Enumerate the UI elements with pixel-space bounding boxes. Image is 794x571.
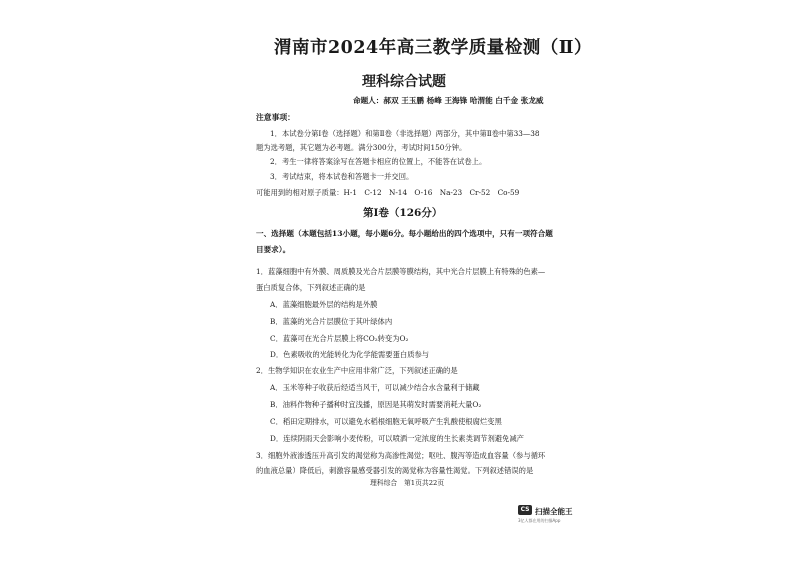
question-option: C．蓝藻可在光合片层膜上将CO₂转变为O₂ xyxy=(270,334,409,343)
scanner-tagline: 3亿人都在用的扫描App xyxy=(518,518,561,523)
notice-item: 1．本试卷分第Ⅰ卷（选择题）和第Ⅱ卷（非选择题）两部分，其中第Ⅱ卷中第33—38 xyxy=(270,129,540,138)
question-option: D．连续阴雨天会影响小麦传粉，可以喷洒一定浓度的生长素类调节剂避免减产 xyxy=(270,434,524,443)
question-stem: 2．生物学知识在农业生产中应用非常广泛，下列叙述正确的是 xyxy=(256,366,458,375)
question-stem: 蛋白质复合体，下列叙述正确的是 xyxy=(256,283,366,292)
question-option: A．玉米等种子收获后经适当风干，可以减少结合水含量利于储藏 xyxy=(270,383,480,392)
question-stem: 的血液总量）降低后，刺激容量感受器引发的渴觉称为容量性渴觉。下列叙述错误的是 xyxy=(256,466,534,475)
page-title: 渭南市2024年高三教学质量检测（Ⅱ） xyxy=(274,38,592,58)
page-subtitle: 理科综合试题 xyxy=(362,74,446,90)
atomic-mass-line: 可能用到的相对原子质量：H-1 C-12 N-14 O-16 Na-23 Cr-52 Co-59 xyxy=(256,188,520,197)
notice-heading: 注意事项： xyxy=(256,113,295,122)
question-option: D．色素吸收的光能转化为化学能需要蛋白质参与 xyxy=(270,350,430,359)
page-footer: 理科综合 第1页共22页 xyxy=(370,479,445,487)
authors-line: 命题人：郝双 王玉鹏 杨峰 王海锋 哈渭能 白千金 张龙威 xyxy=(353,96,544,105)
question-option: B．蓝藻的光合片层膜位于其叶绿体内 xyxy=(270,317,393,326)
scanner-app-name: 扫描全能王 xyxy=(535,507,573,516)
part-heading: 第Ⅰ卷（126分） xyxy=(363,207,443,219)
camscanner-logo-icon: CS xyxy=(518,505,532,515)
question-stem: 3．细胞外液渗透压升高引发的渴觉称为高渗性渴觉；呕吐、腹泻等造成血容量（参与循环 xyxy=(256,451,546,460)
question-stem: 1．蓝藻细胞中有外膜、周质膜及光合片层膜等膜结构，其中光合片层膜上有特殊的色素— xyxy=(256,267,546,276)
section-instruction: 一、选择题（本题包括13小题，每小题6分。每小题给出的四个选项中，只有一项符合题 xyxy=(256,229,553,238)
question-option: A．蓝藻细胞最外层的结构是外膜 xyxy=(270,300,378,309)
notice-item: 题为选考题，其它题为必考题。满分300分，考试时间150分钟。 xyxy=(256,143,467,152)
section-instruction: 目要求）。 xyxy=(256,245,291,254)
notice-item: 3．考试结束，将本试卷和答题卡一并交回。 xyxy=(270,172,414,181)
question-option: B．油料作物种子播种时宜浅播，原因是其萌发时需要消耗大量O₂ xyxy=(270,400,482,409)
notice-item: 2．考生一律将答案涂写在答题卡相应的位置上，不能答在试卷上。 xyxy=(270,157,487,166)
question-option: C．稻田定期排水，可以避免水稻根细胞无氧呼吸产生乳酸使根腐烂变黑 xyxy=(270,417,502,426)
